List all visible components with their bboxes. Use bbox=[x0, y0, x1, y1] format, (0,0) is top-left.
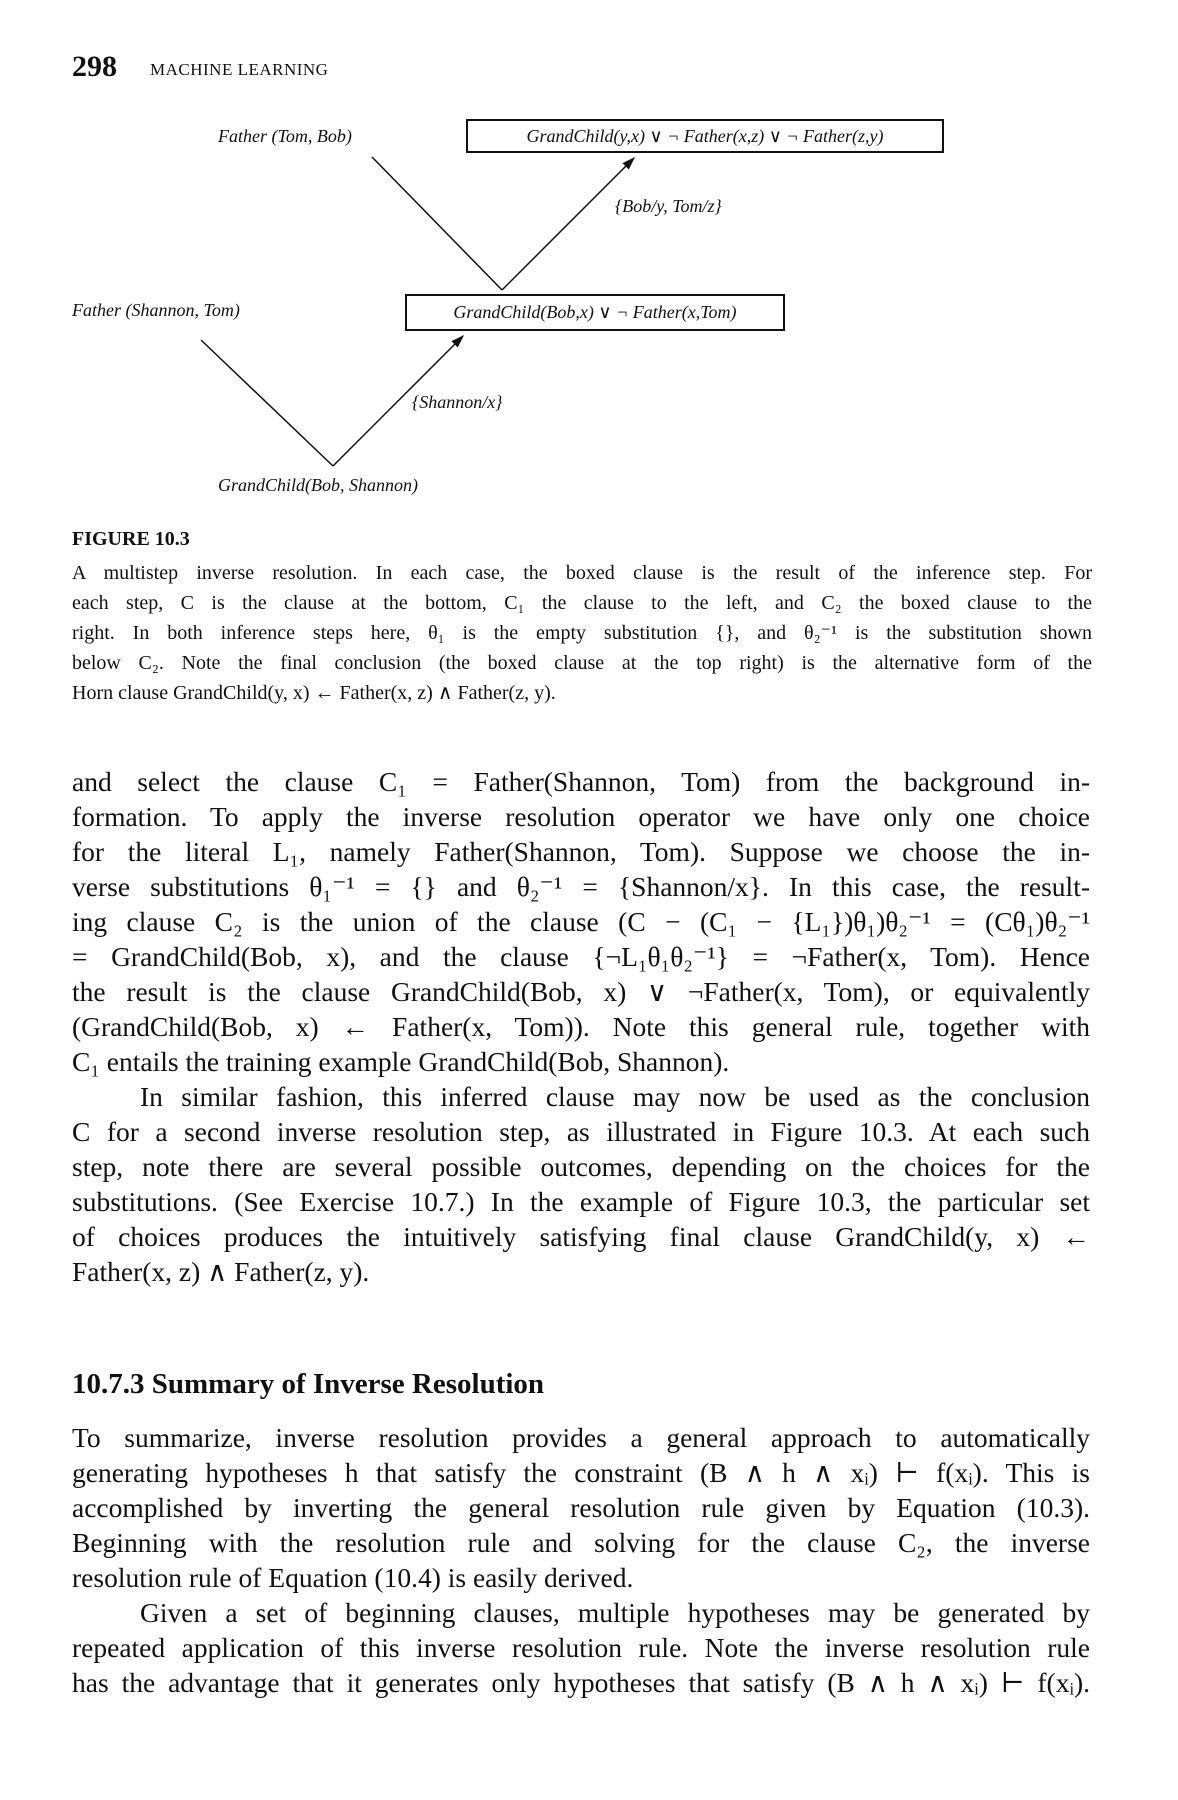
text-line: and select the clause C₁ = Father(Shannon, Tom) from the background in- bbox=[72, 766, 1090, 797]
text-line: of choices produces the intuitively satisfying final clause GrandChild(y, x) ← bbox=[72, 1221, 1090, 1252]
text-line: Father(x, z) ∧ Father(z, y). bbox=[72, 1256, 370, 1287]
substitution-top: {Bob/y, Tom/z} bbox=[615, 196, 722, 216]
text-line: ing clause C₂ is the union of the clause (C − (C₁ − {L₁})θ₁)θ₂⁻¹ = (Cθ₁)θ₂⁻¹ bbox=[72, 906, 1090, 937]
text-line: has the advantage that it generates only hypotheses that satisfy (B ∧ h ∧ xᵢ) ⊢ f(xᵢ). bbox=[72, 1667, 1090, 1698]
text-line: formation. To apply the inverse resolution operator we have only one choice bbox=[72, 801, 1090, 832]
caption-line: A multistep inverse resolution. In each case, the boxed clause is the result of the inference step. For bbox=[72, 562, 1092, 584]
figure-label: FIGURE 10.3 bbox=[72, 528, 190, 550]
substitution-bottom: {Shannon/x} bbox=[412, 392, 503, 412]
text-line: the result is the clause GrandChild(Bob, x) ∨ ¬Father(x, Tom), or equivalently bbox=[72, 976, 1090, 1007]
node-father-tom-bob: Father (Tom, Bob) bbox=[218, 126, 352, 146]
inverse-resolution-diagram bbox=[0, 0, 1178, 520]
text-line: C₁ entails the training example GrandChild(Bob, Shannon). bbox=[72, 1046, 730, 1077]
text-line: Beginning with the resolution rule and solving for the clause C₂, the inverse bbox=[72, 1527, 1090, 1558]
text-line: accomplished by inverting the general resolution rule given by Equation (10.3). bbox=[72, 1492, 1090, 1523]
text-line: (GrandChild(Bob, x) ← Father(x, Tom)). Note this general rule, together with bbox=[72, 1011, 1090, 1042]
caption-line: right. In both inference steps here, θ₁ is the empty substitution {}, and θ₂⁻¹ is the substitution shown bbox=[72, 622, 1092, 644]
text-line: To summarize, inverse resolution provides a general approach to automatically bbox=[72, 1422, 1090, 1453]
node-father-shannon-tom: Father (Shannon, Tom) bbox=[72, 300, 240, 320]
text-line: substitutions. (See Exercise 10.7.) In the example of Figure 10.3, the particular set bbox=[72, 1186, 1090, 1217]
caption-line: each step, C is the clause at the bottom, C₁ the clause to the left, and C₂ the boxed clause to the bbox=[72, 592, 1092, 614]
caption-line: Horn clause GrandChild(y, x) ← Father(x, z) ∧ Father(z, y). bbox=[72, 682, 556, 704]
boxed-clause-middle: GrandChild(Bob,x) ∨ ¬ Father(x,Tom) bbox=[405, 294, 785, 331]
edge-father-tom-bob bbox=[372, 157, 502, 290]
caption-line: below C₂. Note the final conclusion (the boxed clause at the top right) is the alternative form of the bbox=[72, 652, 1092, 674]
edge-father-shannon-tom bbox=[201, 340, 333, 466]
text-line: verse substitutions θ₁⁻¹ = {} and θ₂⁻¹ = {Shannon/x}. In this case, the result- bbox=[72, 871, 1090, 902]
text-line: In similar fashion, this inferred clause may now be used as the conclusion bbox=[140, 1081, 1090, 1112]
text-line: = GrandChild(Bob, x), and the clause {¬L₁θ₁θ₂⁻¹} = ¬Father(x, Tom). Hence bbox=[72, 941, 1090, 972]
running-head: MACHINE LEARNING bbox=[150, 60, 329, 79]
node-grandchild-bob-shannon: GrandChild(Bob, Shannon) bbox=[218, 475, 418, 495]
section-heading: 10.7.3 Summary of Inverse Resolution bbox=[72, 1368, 545, 1400]
edge-arrow-to-top-box bbox=[502, 158, 634, 290]
page-number: 298 bbox=[72, 50, 117, 83]
text-line: step, note there are several possible outcomes, depending on the choices for the bbox=[72, 1151, 1090, 1182]
text-line: repeated application of this inverse resolution rule. Note the inverse resolution rule bbox=[72, 1632, 1090, 1663]
text-line: for the literal L₁, namely Father(Shannon, Tom). Suppose we choose the in- bbox=[72, 836, 1090, 867]
boxed-clause-top: GrandChild(y,x) ∨ ¬ Father(x,z) ∨ ¬ Father(z,y) bbox=[466, 119, 944, 153]
text-line: generating hypotheses h that satisfy the constraint (B ∧ h ∧ xᵢ) ⊢ f(xᵢ). This is bbox=[72, 1457, 1090, 1488]
text-line: resolution rule of Equation (10.4) is easily derived. bbox=[72, 1562, 634, 1593]
text-line: Given a set of beginning clauses, multiple hypotheses may be generated by bbox=[140, 1597, 1090, 1628]
text-line: C for a second inverse resolution step, as illustrated in Figure 10.3. At each such bbox=[72, 1116, 1090, 1147]
